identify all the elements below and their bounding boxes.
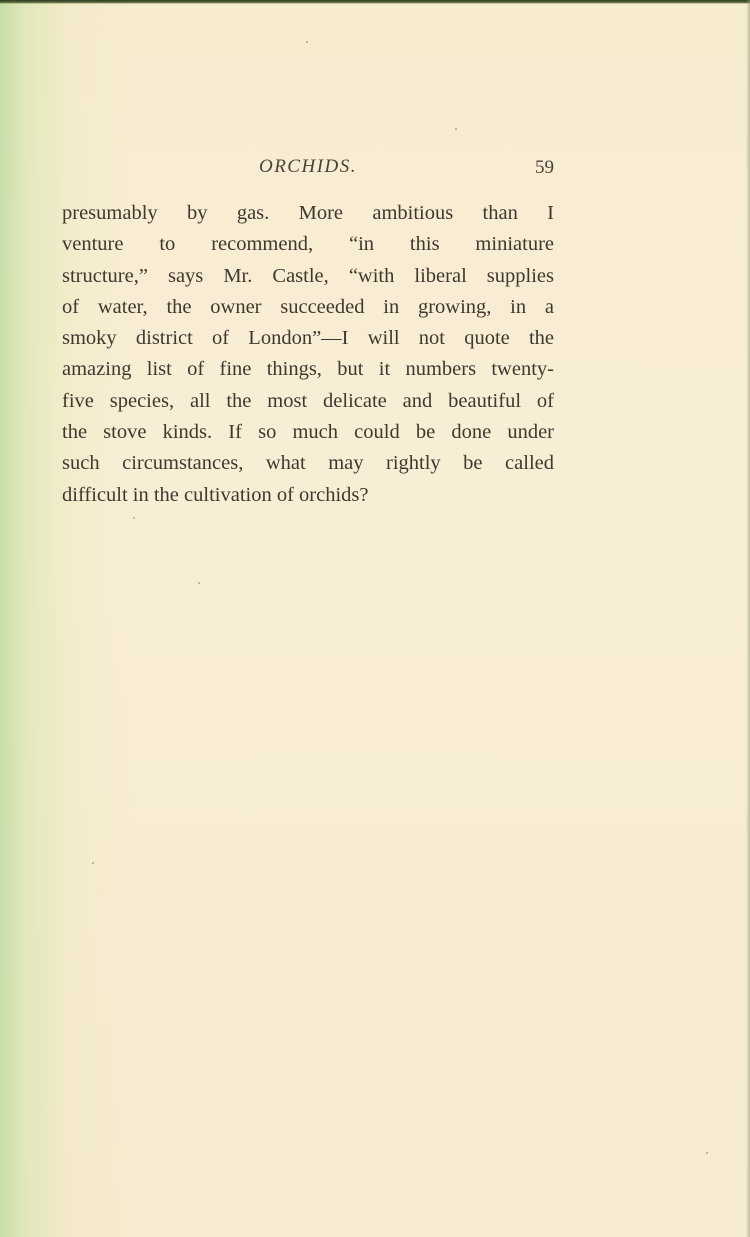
- text-line: the stove kinds. If so much could be done under: [62, 421, 554, 444]
- running-title: ORCHIDS.: [258, 156, 358, 177]
- text-line: structure,” says Mr. Castle, “with liberal supplies: [62, 264, 554, 287]
- text-line: such circumstances, what may rightly be called: [62, 452, 554, 475]
- text-line: five species, all the most delicate and beautiful of: [62, 389, 554, 412]
- page-number: 59: [535, 157, 554, 178]
- paper-speck: [306, 41, 308, 43]
- page-right-edge: [746, 0, 750, 1237]
- text-line: smoky district of London”—I will not quote the: [62, 327, 554, 350]
- text-line: of water, the owner succeeded in growing, in a: [62, 295, 554, 318]
- paper-speck: [706, 1152, 708, 1154]
- text-line: venture to recommend, “in this miniature: [62, 233, 554, 256]
- text-line: amazing list of fine things, but it numbers twenty-: [62, 358, 554, 381]
- text-line-last: difficult in the cultivation of orchids?: [62, 483, 369, 506]
- page-top-edge: [0, 0, 750, 4]
- paper-speck: [198, 582, 200, 584]
- paper-speck: [133, 517, 135, 519]
- body-paragraph: [62, 198, 554, 511]
- paper-speck: [92, 862, 94, 864]
- running-header: [62, 156, 554, 182]
- text-line: presumably by gas. More ambitious than I: [62, 202, 554, 224]
- paper-speck: [455, 128, 457, 130]
